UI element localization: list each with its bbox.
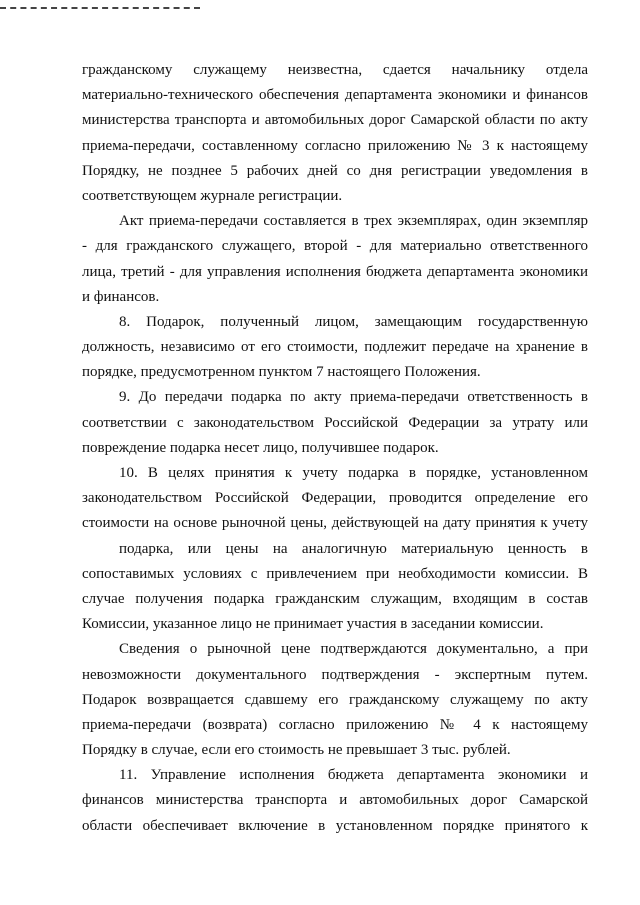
text-line: Комиссии, указанное лицо не принимает участия в заседании комиссии. [82,616,544,633]
text-line: соответствии с законодательством Российской Федерации за утрату или [82,414,588,431]
text-line: и финансов. [82,288,160,305]
text-line: стоимости на основе рыночной цены, действующей на дату принятия к учету [82,515,588,532]
text-line: повреждение подарка несет лицо, получившее подарок. [82,439,439,456]
text-line: сопоставимых условиях с привлечением при необходимости комиссии. В [82,565,588,582]
text-line: порядке, предусмотренном пунктом 7 настоящего Положения. [82,364,481,381]
text-line: финансов министерства транспорта и автомобильных дорог Самарской [82,792,588,809]
text-line: 11. Управление исполнения бюджета департамента экономики и [119,767,588,784]
document-body [82,58,588,839]
text-line: случае получения подарка гражданским служащим, входящим в состав [82,590,588,607]
text-line: приема-передачи, составленному согласно приложению № 3 к настоящему [82,137,588,154]
text-line: соответствующем журнале регистрации. [82,187,343,204]
text-line: - для гражданского служащего, второй - для материально ответственного [82,238,588,255]
text-line: Подарок возвращается сдавшему его гражданскому служащему по акту [82,691,588,708]
top-divider [0,7,200,9]
text-line: министерства транспорта и автомобильных дорог Самарской области по акту [82,112,588,129]
text-line: Порядку в случае, если его стоимость не превышает 3 тыс. рублей. [82,742,511,759]
text-line: 9. До передачи подарка по акту приема-передачи ответственность в [119,389,588,406]
text-line: Порядку, не позднее 5 рабочих дней со дня регистрации уведомления в [82,162,588,179]
text-line: невозможности документального подтверждения - экспертным путем. [82,666,588,683]
text-line: области обеспечивает включение в установленном порядке принятого к [82,817,588,834]
text-line: подарка, или цены на аналогичную материальную ценность в [119,540,588,557]
text-line: должность, независимо от его стоимости, подлежит передаче на хранение в [82,339,588,356]
text-line: законодательством Российской Федерации, проводится определение его [82,490,588,507]
text-line: материально-технического обеспечения департамента экономики и финансов [82,87,588,104]
text-line: лица, третий - для управления исполнения бюджета департамента экономики [82,263,588,280]
text-line: 10. В целях принятия к учету подарка в порядке, установленном [119,465,588,481]
text-line: Сведения о рыночной цене подтверждаются документально, а при [119,641,588,658]
text-line: приема-передачи (возврата) согласно приложению № 4 к настоящему [82,716,588,733]
text-line: гражданскому служащему неизвестна, сдается начальнику отдела [82,62,588,78]
text-line: 8. Подарок, полученный лицом, замещающим государственную [119,313,588,330]
text-line: Акт приема-передачи составляется в трех экземплярах, один экземпляр [119,213,588,230]
